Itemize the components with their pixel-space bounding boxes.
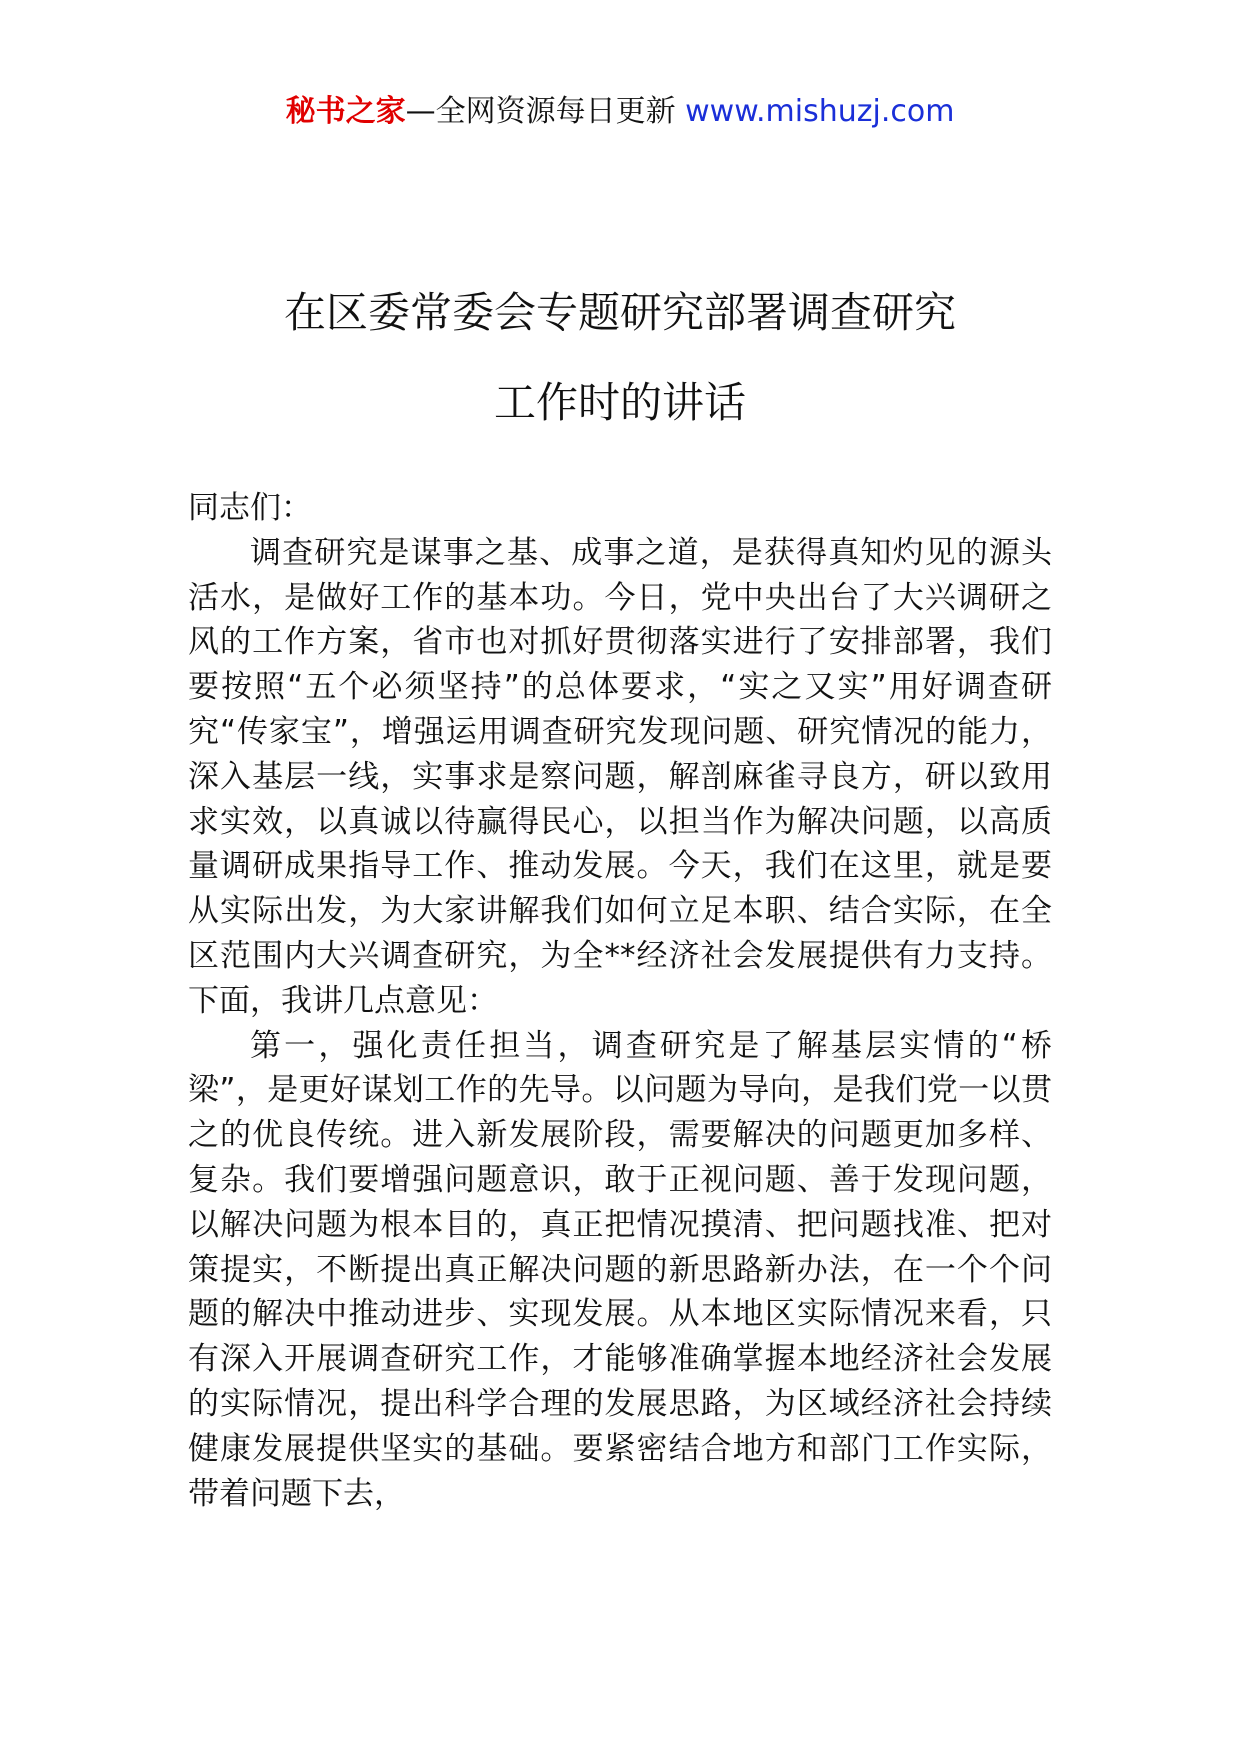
greeting: 同志们： xyxy=(188,490,312,526)
paragraph: 调查研究是谋事之基、成事之道，是获得真知灼见的源头活水，是做好工作的基本功。今日，党中央出台了大兴调研之风的工作方案，省市也对抓好贯彻落实进行了安排部署，我们要按照“五个必须坚持”的总体要求，“实之又实”用好调查研究“传家宝”，增强运用调查研究发现问题、研究情况的能力，深入基层一线，实事求是察问题，解剖麻雀寻良方，研以致用求实效，以真诚以待赢得民心，以担当作为解决问题，以高质量调研成果指导工作、推动发展。今天，我们在这里，就是要从实际出发，为大家讲解我们如何立足本职、结合实际，在全区范围内大兴调查研究，为全**经济社会发展提供有力支持。下面，我讲几点意见： xyxy=(188,534,1052,1019)
site-url-link[interactable]: www.mishuzj.com xyxy=(685,94,955,129)
site-header xyxy=(0,92,1240,132)
document-title xyxy=(0,268,1240,448)
document-body xyxy=(188,486,1052,1516)
brand-name: 秘书之家 xyxy=(285,94,406,129)
title-line-1: 在区委常委会专题研究部署调查研究 xyxy=(283,288,956,337)
paragraph: 第一，强化责任担当，调查研究是了解基层实情的“桥梁”，是更好谋划工作的先导。以问题为导向，是我们党一以贯之的优良传统。进入新发展阶段，需要解决的问题更加多样、复杂。我们要增强问题意识，敢于正视问题、善于发现问题，以解决问题为根本目的，真正把情况摸清、把问题找准、把对策提实，不断提出真正解决问题的新思路新办法，在一个个问题的解决中推动进步、实现发展。从本地区实际情况来看，只有深入开展调查研究工作，才能够准确掌握本地经济社会发展的实际情况，提出科学合理的发展思路，为区域经济社会持续健康发展提供坚实的基础。要紧密结合地方和部门工作实际，带着问题下去， xyxy=(188,1027,1052,1512)
title-line-2: 工作时的讲话 xyxy=(493,378,746,427)
header-tagline: —全网资源每日更新 xyxy=(405,94,686,129)
